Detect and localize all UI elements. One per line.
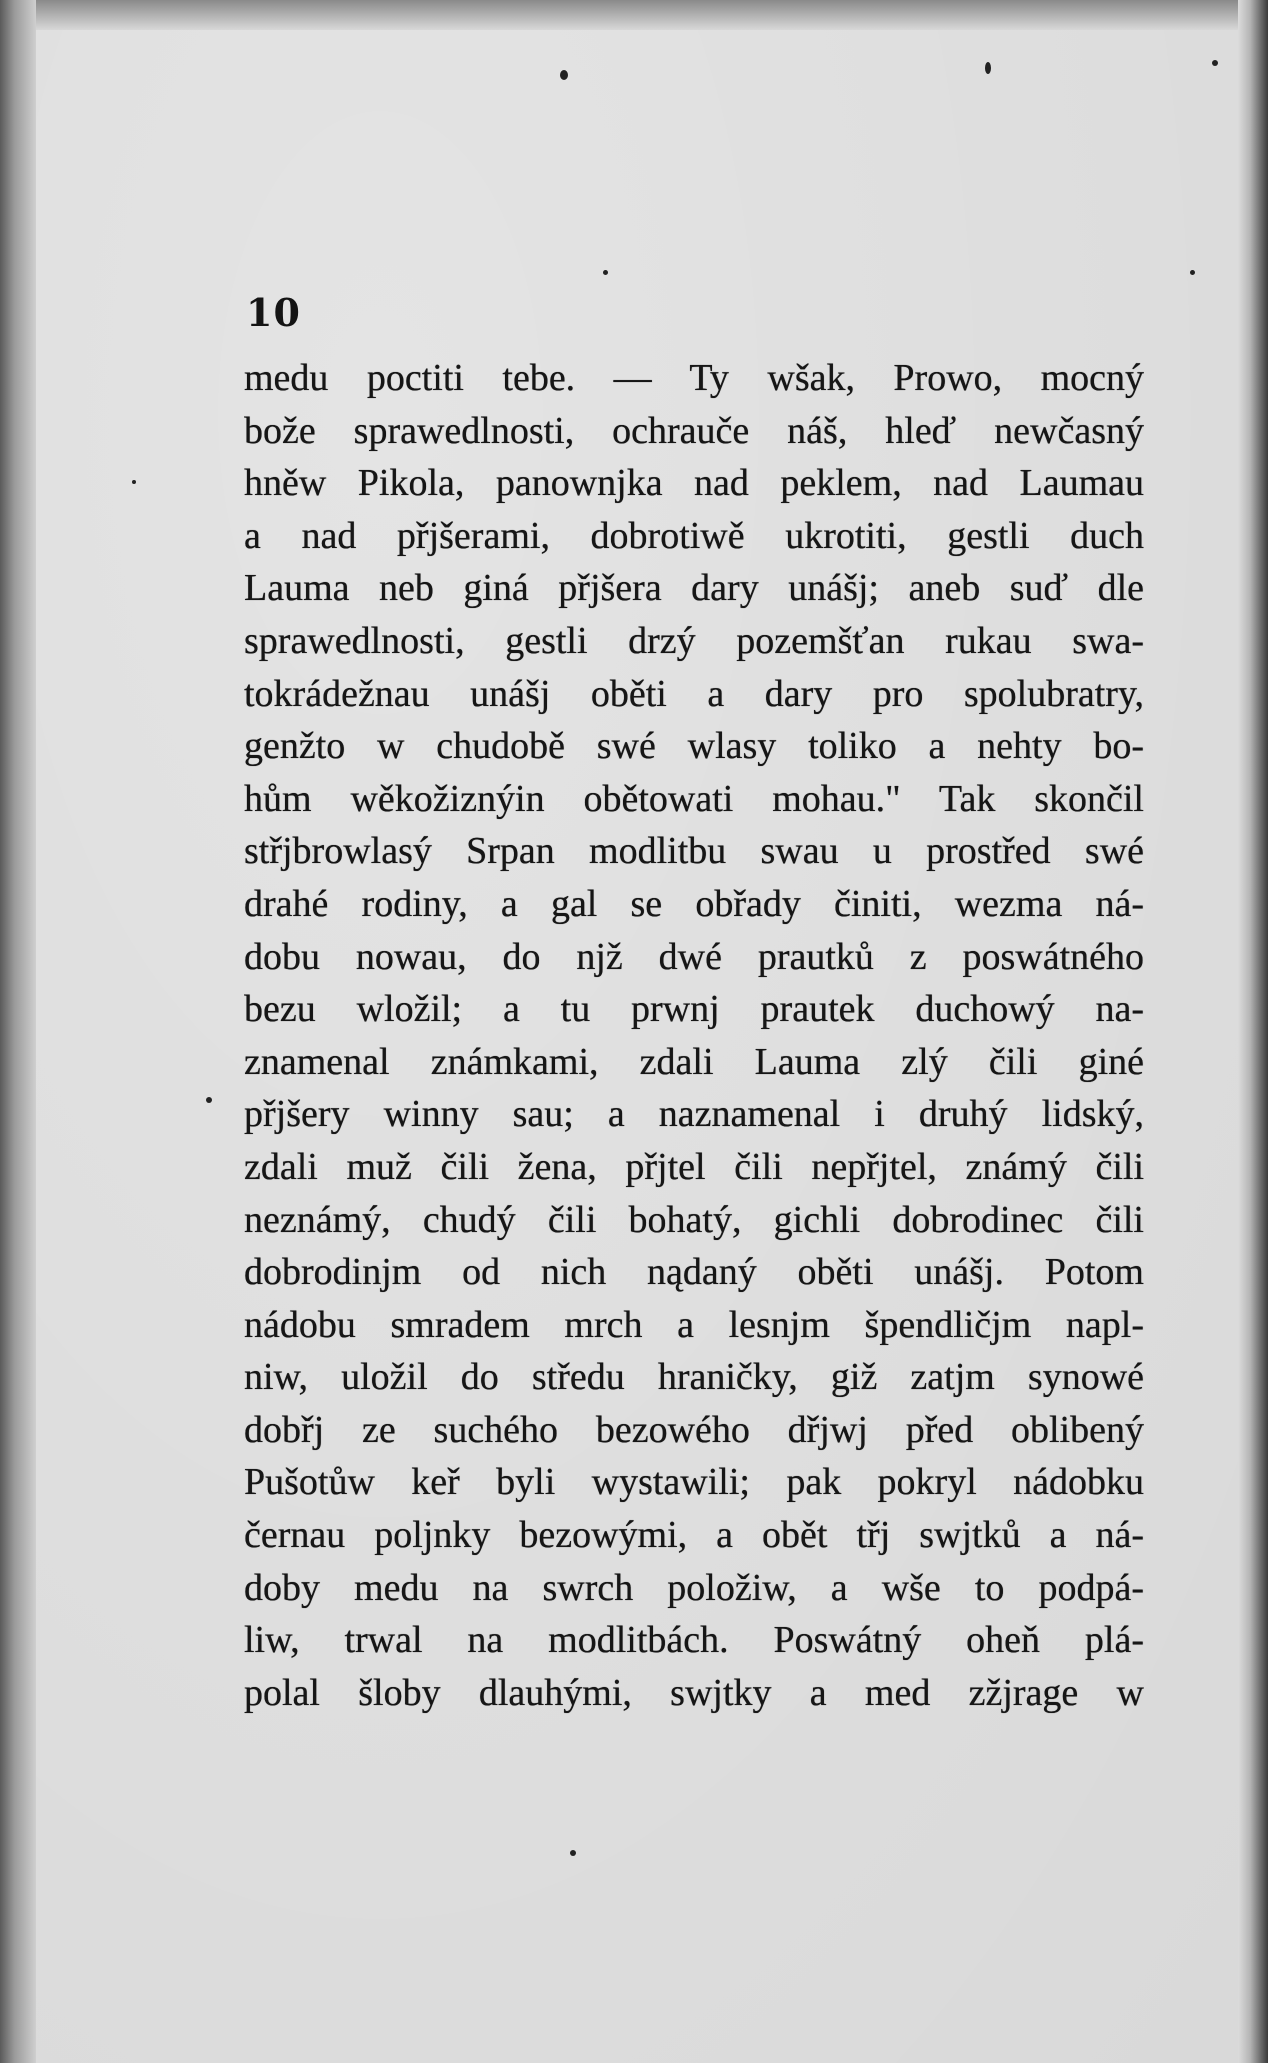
text-line: bezu wložil; a tu prwnj prautek duchowý na-: [244, 988, 1144, 1031]
text-line: neznámý, chudý čili bohatý, gichli dobrodinec čili: [244, 1198, 1144, 1241]
page-edge-right: [1238, 0, 1268, 2063]
page-number: 10: [246, 290, 301, 335]
scan-speck: [570, 1850, 576, 1856]
page-edge-top: [0, 0, 1268, 30]
text-line: znamenal známkami, zdali Lauma zlý čili giné: [244, 1040, 1144, 1083]
text-line: polal šloby dlauhými, swjtky a med zžjrage w: [244, 1671, 1144, 1714]
text-line: sprawedlnosti, gestli drzý pozemšťan rukau swa-: [244, 619, 1144, 662]
text-line: dobu nowau, do njž dwé prautků z poswátného: [244, 935, 1144, 978]
text-line: dobřj ze suchého bezowého dřjwj před oblibený: [244, 1408, 1144, 1451]
text-line: černau poljnky bezowými, a obět třj swjtků a ná-: [244, 1514, 1144, 1557]
text-line: nádobu smradem mrch a lesnjm špendličjm napl-: [244, 1303, 1144, 1346]
text-line: hněw Pikola, panownjka nad peklem, nad Laumau: [244, 462, 1144, 505]
text-line: bože sprawedlnosti, ochrauče náš, hleď newčasný: [244, 409, 1144, 452]
scan-speck: [132, 480, 136, 484]
text-line: Lauma neb giná přjšera dary unášj; aneb suď dle: [244, 567, 1144, 610]
text-line: medu poctiti tebe. — Ty wšak, Prowo, mocný: [244, 357, 1144, 399]
text-line: doby medu na swrch položiw, a wše to podpá-: [244, 1566, 1144, 1609]
text-line: Pušotůw keř byli wystawili; pak pokryl nádobku: [244, 1461, 1144, 1504]
text-line: liw, trwal na modlitbách. Poswátný oheň plá-: [244, 1619, 1144, 1662]
text-line: a nad přjšerami, dobrotiwě ukrotiti, gestli duch: [244, 514, 1144, 557]
text-line: hům wěkožiznýin obětowati mohau." Tak skončil: [244, 777, 1144, 820]
scan-speck: [1212, 60, 1218, 66]
text-line: dobrodinjm od nich nądaný oběti unášj. Potom: [244, 1251, 1144, 1294]
page-edge-left: [0, 0, 36, 2063]
body-text: [244, 352, 1144, 1719]
scan-speck: [1190, 270, 1195, 275]
text-line: střjbrowlasý Srpan modlitbu swau u prostřed swé: [244, 830, 1144, 873]
text-line: genžto w chudobě swé wlasy toliko a nehty bo-: [244, 725, 1144, 768]
scan-speck: [985, 62, 991, 74]
scan-speck: [560, 70, 568, 80]
scan-speck: [603, 270, 608, 275]
text-line: tokrádežnau unášj oběti a dary pro spolubratry,: [244, 672, 1144, 715]
text-line: drahé rodiny, a gal se obřady činiti, wezma ná-: [244, 882, 1144, 925]
text-line: niw, uložil do středu hraničky, giž zatjm synowé: [244, 1356, 1144, 1399]
scan-speck: [206, 1097, 212, 1103]
text-line: zdali muž čili žena, přjtel čili nepřjtel, známý čili: [244, 1145, 1144, 1188]
text-line: přjšery winny sau; a naznamenal i druhý lidský,: [244, 1093, 1144, 1136]
